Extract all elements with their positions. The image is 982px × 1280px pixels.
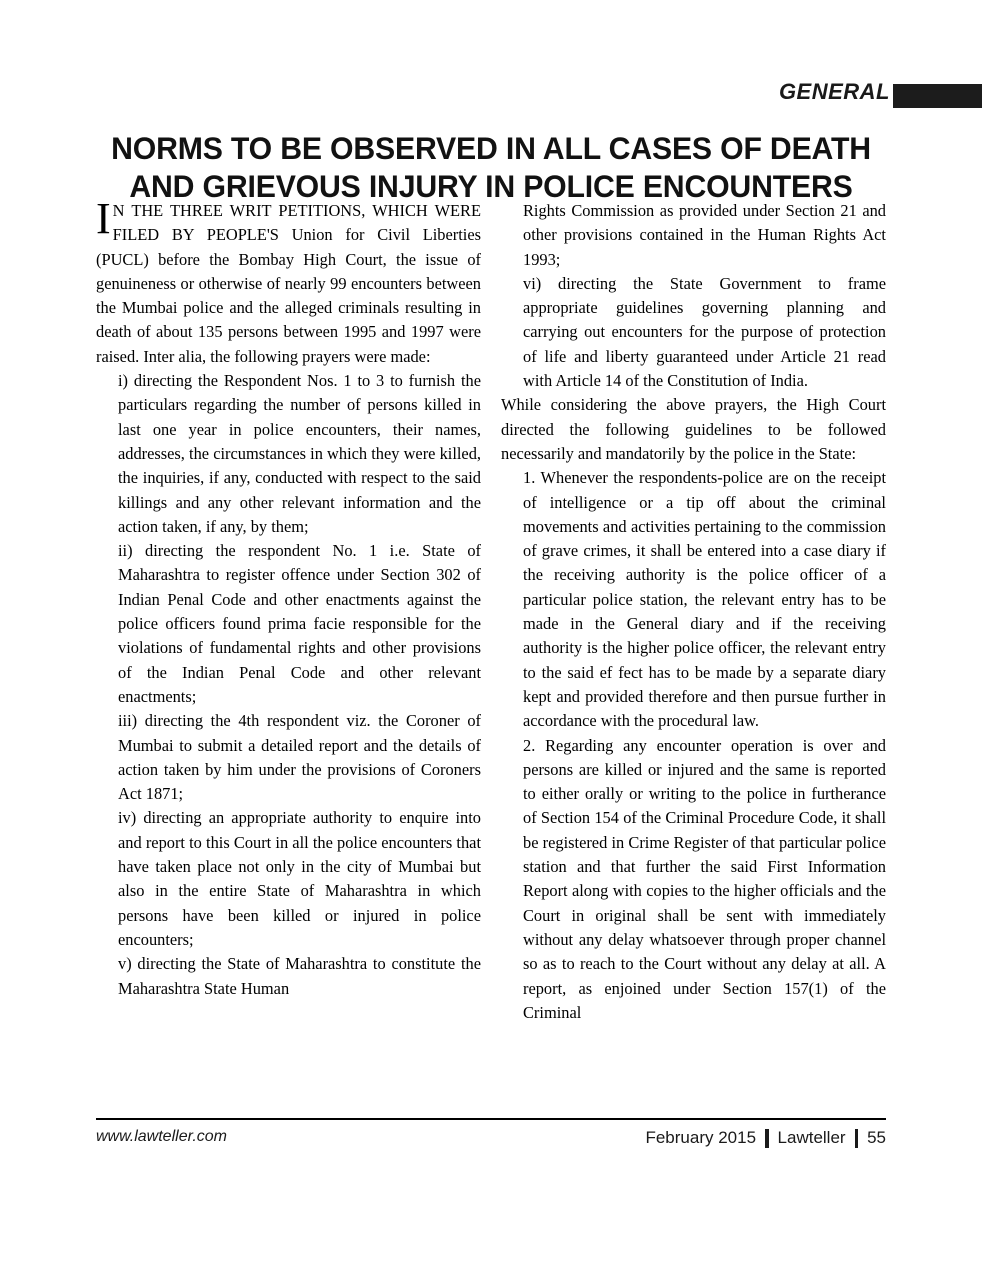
prayer-item-ii: ii) directing the respondent No. 1 i.e. State of Maharashtra to register offence under Section 302 of Indian Penal Code and other enactments against the police officers found prima facie responsible for the violations of fundamental rights and other provisions of the Indian Penal Code and other relevant enactments; (118, 541, 481, 706)
prayer-item-vi: vi) directing the State Government to frame appropriate guidelines governing planning and carrying out encounters for the purpose of protection of life and liberty guaranteed under Article 21 read with Article 14 of the Constitution of India. (523, 273, 886, 391)
guideline-item-1: 1. Whenever the respondents-police are on the receipt of intelligence or a tip off about the criminal movements and activities pertaining to the commission of grave crimes, it shall be entered into a case diary if the receiving authority is the police officer of a particular police station, the relevant entry has to be made in the General diary and if the receiving authority is the higher police officer, the relevant entry to the said ef fect has to be made by a separate diary kept and provided therefore and then pursue further in accordance with the procedural law. (523, 468, 886, 731)
lead-paragraph (96, 199, 481, 369)
page-header (0, 78, 982, 112)
column-right (501, 199, 886, 1113)
page-title-line-2: AND GRIEVOUS INJURY IN POLICE ENCOUNTERS (129, 168, 853, 205)
footer-meta (645, 1128, 886, 1148)
section-kicker: GENERAL (778, 79, 890, 104)
page-footer (96, 1128, 886, 1158)
guideline-item-2: 2. Regarding any encounter operation is over and persons are killed or injured and the same is reported to either orally or writing to the police in furtherance of Section 154 of the Criminal Procedure Code, it shall be registered in Crime Register of that particular police station and that further the said First Information Report along with copies to the higher officials and the Court in original shall be sent with immediately without any delay whatsoever through proper channel so as to reach to the Court without any delay at all. A report, as enjoined under Section 157(1) of the Criminal (523, 735, 886, 1022)
prayer-item-iii: iii) directing the 4th respondent viz. the Coroner of Mumbai to submit a detailed report and the details of action taken by him under the provisions of Coroners Act 1871; (118, 711, 481, 804)
footer-website[interactable]: www.lawteller.com (96, 1128, 227, 1145)
transition-paragraph: While considering the above prayers, the High Court directed the following guidelines to be followed necessarily and mandatorily by the police in the State: (501, 395, 886, 463)
drop-cap: I (96, 199, 111, 243)
prayer-item-i: i) directing the Respondent Nos. 1 to 3 to furnish the particulars regarding the number of persons killed in last one year in police encounters, their names, addresses, the circumstances in which they were killed, the inquiries, if any, conducted with respect to the said killings and any other relevant information and the action taken, if any, by them; (118, 371, 481, 536)
footer-separator-bar-2 (855, 1129, 859, 1148)
footer-publication-name: Lawteller (777, 1128, 846, 1147)
footer-page-number: 55 (867, 1128, 886, 1147)
footer-issue-date: February 2015 (645, 1128, 757, 1147)
page-title (77, 129, 905, 205)
footer-separator-bar-1 (765, 1129, 769, 1148)
column-left (96, 199, 481, 1113)
prayer-item-v: v) directing the State of Maharashtra to constitute the Maharashtra State Human (118, 954, 481, 998)
footer-divider (96, 1118, 886, 1120)
header-black-block (893, 84, 982, 108)
lead-body-run: Union for Civil Liberties (PUCL) before the Bombay High Court, the issue of genuineness or otherwise of nearly 99 encounters between the Mumbai police and the alleged criminals resulting in death of about 135 persons between 1995 and 1997 were raised. Inter alia, the following prayers were made: (96, 225, 481, 366)
prayer-item-iv: iv) directing an appropriate authority to enquire into and report to this Court in all the police encounters that have taken place not only in the city of Mumbai but also in the entire State of Maharashtra in which persons have been killed or injured in police encounters; (118, 808, 481, 949)
prayer-item-v-continued: Rights Commission as provided under Section 21 and other provisions contained in the Human Rights Act 1993; (523, 201, 886, 269)
lead-caps-run: N THE THREE WRIT PETITIONS, WHICH WERE FILED BY PEOPLE'S (112, 201, 481, 245)
article-columns (96, 199, 886, 1113)
page-title-line-1: NORMS TO BE OBSERVED IN ALL CASES OF DEATH (111, 130, 871, 167)
